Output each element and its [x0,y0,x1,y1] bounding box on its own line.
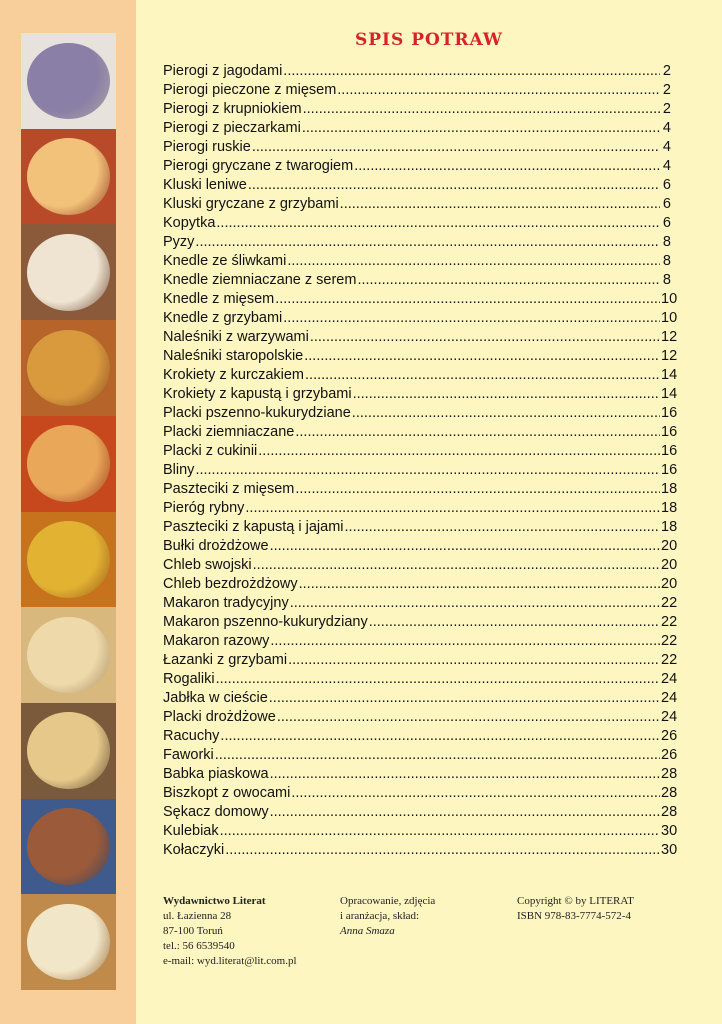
toc-entry [163,233,671,252]
toc-entry [163,81,671,100]
toc-entry-page: 8 [662,253,671,269]
toc-entry [163,746,678,765]
credits-line-2: i aranżacja, skład: [340,910,420,922]
toc-entry [163,385,678,404]
toc-entry-page: 2 [662,82,671,98]
toc-entry [163,689,678,708]
dish-shape [27,330,110,407]
toc-entry [163,613,678,632]
croquettes-peas-photo [21,320,116,416]
toc-dot-leader [357,271,660,290]
toc-dot-leader [295,423,660,442]
toc-entry [163,537,678,556]
publisher-city: 87-100 Toruń [163,925,223,937]
toc-entry [163,442,678,461]
publisher-street: ul. Łazienna 28 [163,910,232,922]
toc-entry-page: 16 [661,424,678,440]
toc-dot-leader [275,290,660,309]
toc-dot-leader [215,746,660,765]
toc-dot-leader [295,480,660,499]
pyzy-photo [21,224,116,320]
credits-line-1: Opracowanie, zdjęcia [340,895,436,907]
toc-entry-page: 22 [661,633,678,649]
toc-entry-page: 20 [661,557,678,573]
toc-entry-name: Kulebiak [163,823,219,839]
toc-dot-leader [352,404,660,423]
toc-entry-page: 28 [661,766,678,782]
toc-entry-name: Kluski gryczane z grzybami [163,196,339,212]
toc-entry-name: Sękacz domowy [163,804,269,820]
toc-entry [163,480,678,499]
toc-dot-leader [302,119,660,138]
toc-entry-name: Knedle z grzybami [163,310,283,326]
toc-entry [163,252,671,271]
toc-entry-name: Kluski leniwe [163,177,247,193]
toc-entry-page: 8 [662,272,671,288]
toc-entry-name: Faworki [163,747,214,763]
toc-entry-name: Pierogi ruskie [163,139,251,155]
pasties-photo [21,607,116,703]
toc-entry [163,62,671,81]
toc-entry [163,366,678,385]
toc-dot-leader [252,138,660,157]
toc-entry-name: Łazanki z grzybami [163,652,288,668]
toc-dot-leader [195,233,660,252]
copyright-line: Copyright © by LITERAT [517,895,634,907]
toc-entry [163,727,678,746]
toc-entry [163,328,678,347]
toc-entry-page: 4 [662,120,671,136]
dish-shape [27,617,110,694]
cake-photo [21,894,116,990]
toc-dot-leader [291,784,660,803]
toc-entry-page: 16 [661,443,678,459]
toc-entry [163,157,671,176]
isbn-line: ISBN 978-83-7774-572-4 [517,910,631,922]
publisher-email: e-mail: wyd.literat@lit.com.pl [163,955,297,967]
toc-entry-name: Bliny [163,462,195,478]
toc-entry [163,195,671,214]
toc-dot-leader [253,556,660,575]
toc-dot-leader [216,214,660,233]
toc-entry-page: 20 [661,538,678,554]
toc-entry-name: Makaron razowy [163,633,270,649]
dish-shape [27,43,110,120]
toc-dot-leader [303,100,660,119]
toc-entry [163,803,678,822]
dish-shape [27,808,110,885]
toc-dot-leader [270,765,660,784]
toc-dot-leader [220,727,660,746]
toc-entry-page: 2 [662,63,671,79]
toc-entry-page: 20 [661,576,678,592]
dish-shape [27,138,110,215]
toc-dot-leader [345,518,660,537]
toc-entry [163,556,678,575]
toc-entry-name: Krokiety z kapustą i grzybami [163,386,352,402]
toc-entry-page: 4 [662,158,671,174]
toc-entry [163,822,678,841]
toc-entry-page: 12 [661,329,678,345]
toc-dot-leader [248,176,660,195]
publisher-info [163,894,297,969]
toc-dot-leader [283,62,660,81]
toc-dot-leader [290,594,660,613]
toc-dot-leader [270,632,660,651]
toc-entry-name: Babka piaskowa [163,766,269,782]
buns-bread-photo [21,703,116,799]
toc-entry-name: Chleb bezdrożdżowy [163,576,298,592]
toc-dot-leader [283,309,660,328]
toc-entry [163,347,678,366]
toc-entry [163,594,678,613]
toc-entry-page: 4 [662,139,671,155]
toc-entry-name: Pierogi z jagodami [163,63,283,79]
toc-entry-page: 18 [661,519,678,535]
toc-entry-name: Jabłka w cieście [163,690,268,706]
toc-entry [163,100,671,119]
pancakes-lettuce-photo [21,416,116,512]
toc-dot-leader [195,461,660,480]
toc-entry-name: Placki pszenno-kukurydziane [163,405,351,421]
toc-entry-name: Makaron tradycyjny [163,595,289,611]
faworki-photo [21,799,116,895]
toc-entry [163,784,678,803]
toc-entry-page: 16 [661,462,678,478]
toc-entry [163,518,678,537]
toc-entry-name: Racuchy [163,728,220,744]
toc-entry [163,670,678,689]
toc-entry-page: 2 [662,101,671,117]
toc-entry-page: 28 [661,785,678,801]
toc-dot-leader [288,651,660,670]
toc-entry [163,423,678,442]
toc-entry-name: Knedle z mięsem [163,291,275,307]
page-title: SPIS POTRAW [354,30,503,50]
toc-entry-page: 6 [662,196,671,212]
toc-entry-page: 26 [661,747,678,763]
toc-entry-name: Placki drożdżowe [163,709,276,725]
toc-entry-name: Bułki drożdżowe [163,538,269,554]
blueberry-pierogi-photo [21,33,116,129]
toc-entry-name: Knedle ze śliwkami [163,253,287,269]
toc-entry-name: Chleb swojski [163,557,252,573]
toc-entry-page: 10 [661,291,678,307]
toc-entry-name: Paszteciki z kapustą i jajami [163,519,344,535]
dish-shape [27,904,110,981]
toc-dot-leader [216,670,660,689]
toc-dot-leader [269,689,660,708]
toc-dot-leader [304,347,660,366]
toc-entry-name: Pieróg rybny [163,500,245,516]
toc-entry [163,651,678,670]
toc-dot-leader [310,328,660,347]
copyright-info [517,894,634,924]
toc-entry [163,119,671,138]
toc-entry-name: Naleśniki staropolskie [163,348,304,364]
toc-entry-page: 14 [661,386,678,402]
toc-dot-leader [305,366,660,385]
toc-entry [163,271,671,290]
toc-entry-name: Pierogi z pieczarkami [163,120,301,136]
toc-dot-leader [299,575,660,594]
toc-entry-name: Naleśniki z warzywami [163,329,309,345]
toc-entry-page: 24 [661,671,678,687]
credits-author: Anna Smaza [340,925,395,937]
toc-entry-name: Pierogi gryczane z twarogiem [163,158,354,174]
toc-entry-page: 22 [661,614,678,630]
toc-entry [163,632,678,651]
toc-entry-page: 24 [661,690,678,706]
toc-entry-page: 8 [662,234,671,250]
toc-dot-leader [287,252,660,271]
toc-entry [163,765,678,784]
toc-entry [163,138,671,157]
toc-entry [163,708,678,727]
toc-entry [163,404,678,423]
food-photo-strip [21,33,116,990]
toc-entry-page: 22 [661,652,678,668]
toc-entry-name: Kopytka [163,215,216,231]
dish-shape [27,712,110,789]
toc-entry-name: Pierogi z krupniokiem [163,101,302,117]
dumplings-plate-photo [21,129,116,225]
toc-entry-name: Knedle ziemniaczane z serem [163,272,357,288]
toc-entry [163,176,671,195]
toc-entry-name: Placki z cukinii [163,443,258,459]
toc-entry-page: 6 [662,215,671,231]
corn-pancakes-photo [21,512,116,608]
toc-entry-page: 18 [661,481,678,497]
toc-entry [163,214,671,233]
toc-entry-name: Paszteciki z mięsem [163,481,295,497]
table-of-contents [163,62,678,860]
toc-entry-name: Makaron pszenno-kukurydziany [163,614,368,630]
toc-entry-name: Placki ziemniaczane [163,424,295,440]
publisher-name: Wydawnictwo Literat [163,895,266,907]
toc-entry [163,575,678,594]
toc-entry-page: 18 [661,500,678,516]
toc-entry-page: 26 [661,728,678,744]
toc-entry-page: 30 [661,823,678,839]
toc-entry [163,499,678,518]
toc-entry-page: 14 [661,367,678,383]
toc-entry-name: Rogaliki [163,671,215,687]
toc-dot-leader [270,537,660,556]
toc-entry-page: 12 [661,348,678,364]
toc-entry-name: Pierogi pieczone z mięsem [163,82,337,98]
toc-dot-leader [354,157,660,176]
toc-dot-leader [340,195,660,214]
toc-entry [163,841,678,860]
toc-dot-leader [245,499,660,518]
toc-dot-leader [258,442,660,461]
toc-dot-leader [220,822,660,841]
toc-entry-name: Kołaczyki [163,842,225,858]
toc-entry-page: 24 [661,709,678,725]
toc-entry [163,461,678,480]
toc-entry-name: Krokiety z kurczakiem [163,367,305,383]
toc-dot-leader [277,708,660,727]
toc-entry [163,309,678,328]
toc-entry-name: Pyzy [163,234,195,250]
toc-entry-page: 28 [661,804,678,820]
toc-dot-leader [369,613,660,632]
dish-shape [27,521,110,598]
toc-entry-page: 6 [662,177,671,193]
credits-info [340,894,435,939]
publisher-phone: tel.: 56 6539540 [163,940,235,952]
toc-entry-name: Biszkopt z owocami [163,785,291,801]
toc-dot-leader [337,81,660,100]
toc-dot-leader [353,385,660,404]
toc-entry [163,290,678,309]
toc-entry-page: 22 [661,595,678,611]
toc-dot-leader [270,803,660,822]
toc-entry-page: 10 [661,310,678,326]
toc-entry-page: 30 [661,842,678,858]
dish-shape [27,425,110,502]
dish-shape [27,234,110,311]
toc-dot-leader [225,841,660,860]
toc-entry-page: 16 [661,405,678,421]
